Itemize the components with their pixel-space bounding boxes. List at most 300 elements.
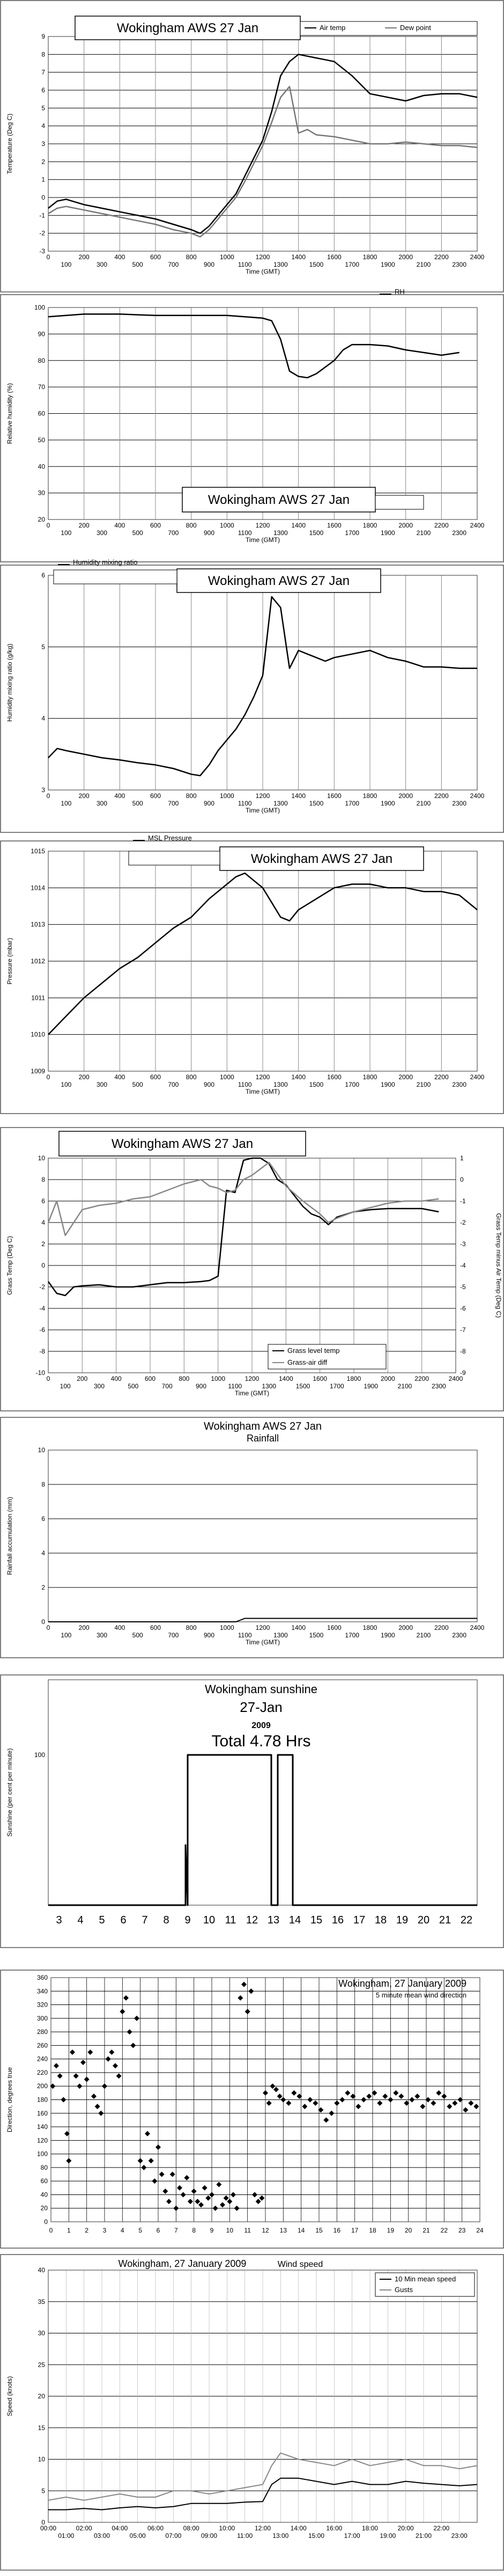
y-tick-label: -4 [39,1305,45,1312]
chart-subtitle: 5 minute mean wind direction [375,1991,466,1999]
panel-frame [1,1675,503,1948]
x-tick-label: 8 [163,1914,169,1926]
y-axis-label: Pressure (mbar) [6,938,13,985]
temperature-chart [0,0,504,292]
x-tick-label: 1600 [327,1073,342,1081]
x-tick-label: 400 [110,1375,122,1382]
x-tick-label: 16:00 [326,2524,343,2532]
x-tick-label: 18 [369,2227,376,2234]
y-tick-label: 40 [38,463,45,471]
y2-tick-label: -2 [460,1219,466,1226]
pressure-chart-panel [0,834,504,1114]
y2-tick-label: -4 [460,1262,466,1269]
y-axis-label: Temperature (Deg C) [6,113,13,174]
y-tick-label: 6 [41,1197,45,1205]
pressure-chart [0,834,504,1114]
y-axis-label: Rainfall accumulation (mm) [6,1497,13,1575]
x-tick-label: 400 [114,1073,125,1081]
x-axis-label: Time (GMT) [245,1088,280,1095]
x-tick-label: 11:00 [237,2532,253,2540]
chart-title: Wokingham AWS 27 Jan [207,574,350,588]
x-tick-label: 2300 [452,529,467,537]
y-axis-label: Direction, degrees true [6,2067,13,2133]
chart-title: Wokingham, 27 January 2009 [338,1978,466,1989]
y-tick-label: 20 [40,2204,48,2212]
x-tick-label: 2300 [431,1382,446,1390]
x-tick-label: 18 [374,1914,387,1926]
x-tick-label: 20:00 [397,2524,414,2532]
panel-frame [1,295,503,562]
x-tick-label: 1000 [211,1375,226,1382]
x-tick-label: 24 [476,2227,484,2234]
x-tick-label: 100 [61,261,72,268]
wind-speed-chart [0,2254,504,2571]
y-tick-label: 0 [44,2218,48,2226]
x-tick-label: 1600 [327,1624,342,1631]
x-tick-label: 800 [186,253,197,261]
wind-direction-chart [0,1970,504,2249]
x-tick-label: 4 [77,1914,84,1926]
x-tick-label: 200 [78,522,90,529]
y-tick-label: 2 [41,1240,45,1248]
x-tick-label: 11 [244,2227,251,2234]
y-tick-label: 180 [36,2096,48,2104]
y-tick-label: 8 [41,1176,45,1183]
x-tick-label: 1500 [309,261,324,268]
x-tick-label: 1900 [380,261,395,268]
y-tick-label: 70 [38,383,45,391]
y-tick-label: 4 [41,1549,45,1557]
y-tick-label: 3 [41,140,45,148]
sunshine-chart-panel [0,1674,504,1948]
x-tick-label: 1700 [345,1631,360,1639]
x-tick-label: 0 [46,1624,50,1631]
x-tick-label: 15 [315,2227,323,2234]
y-tick-label: 8 [41,1481,45,1488]
x-tick-label: 13 [279,2227,287,2234]
x-tick-label: 1200 [244,1375,260,1382]
y-tick-label: 340 [36,1987,48,1995]
y-tick-label: 10 [38,1446,45,1454]
y-tick-label: 280 [36,2028,48,2036]
x-tick-label: 1900 [380,1631,395,1639]
x-tick-label: 1500 [295,1382,310,1390]
y-tick-label: 5 [41,643,45,651]
x-tick-label: 400 [114,522,125,529]
x-tick-label: 2400 [470,792,485,800]
y-axis-label: Humidity mixing ratio (g/kg) [6,643,13,722]
x-tick-label: 0 [49,2227,53,2234]
x-tick-label: 300 [96,1631,108,1639]
x-tick-label: 2100 [416,1081,431,1088]
y2-tick-label: -9 [460,1369,466,1377]
x-tick-label: 2100 [416,261,431,268]
y-tick-label: 200 [36,2082,48,2090]
y-tick-label: 0 [41,194,45,201]
y2-tick-label: 0 [460,1176,464,1183]
y-tick-label: 1015 [31,847,45,855]
x-tick-label: 3 [102,2227,107,2234]
x-tick-label: 1300 [273,1081,288,1088]
x-tick-label: 900 [203,800,215,807]
x-tick-label: 500 [128,1382,139,1390]
y-tick-label: 6 [41,1515,45,1523]
y-tick-label: 160 [36,2109,48,2117]
y-tick-label: 30 [38,2329,45,2337]
y-tick-label: 360 [36,1974,48,1981]
x-tick-label: 500 [132,800,143,807]
x-tick-label: 1000 [219,1624,234,1631]
panel-frame [1,841,503,1114]
x-tick-label: 1300 [262,1382,277,1390]
x-tick-label: 22 [460,1914,473,1926]
x-tick-label: 17 [353,1914,366,1926]
y-tick-label: 1011 [31,994,45,1002]
legend-label: Grass level temp [287,1346,340,1355]
x-tick-label: 0 [46,522,50,529]
x-tick-label: 2300 [452,261,467,268]
y-tick-label: -2 [39,1283,45,1291]
x-tick-label: 07:00 [165,2532,182,2540]
x-tick-label: 900 [203,1631,215,1639]
x-tick-label: 6 [156,2227,160,2234]
x-tick-label: 1000 [219,522,234,529]
y-tick-label: 20 [38,516,45,523]
x-tick-label: 1100 [238,800,252,807]
y-tick-label: 5 [41,2487,45,2495]
y-tick-label: 10 [38,2455,45,2463]
x-tick-label: 17:00 [344,2532,360,2540]
x-tick-label: 1400 [278,1375,293,1382]
chart-title: Wokingham sunshine [205,1682,317,1696]
panel-frame [1,1,503,292]
x-tick-label: 1000 [219,253,234,261]
x-tick-label: 500 [132,261,143,268]
y2-tick-label: -1 [460,1197,466,1205]
y-tick-label: 1012 [31,957,45,965]
y-tick-label: 25 [38,2361,45,2369]
y-tick-label: 60 [38,409,45,418]
x-tick-label: 2400 [470,1624,485,1631]
x-tick-label: 1800 [362,792,377,800]
x-tick-label: 17 [351,2227,359,2234]
x-tick-label: 11 [225,1914,236,1926]
x-tick-label: 21:00 [415,2532,432,2540]
x-tick-label: 22 [440,2227,448,2234]
x-tick-label: 1500 [309,529,324,537]
x-tick-label: 20 [404,2227,412,2234]
x-tick-label: 1400 [291,792,306,800]
x-tick-label: 200 [78,792,90,800]
x-tick-label: 15:00 [308,2532,325,2540]
mixing-ratio-chart-panel [0,558,504,833]
x-tick-label: 700 [168,1081,179,1088]
x-tick-label: 400 [114,1624,125,1631]
wind-speed-chart-panel [0,2254,504,2571]
x-tick-label: 1500 [309,1631,324,1639]
legend-box [54,570,177,584]
x-tick-label: 200 [78,1624,90,1631]
x-tick-label: 1700 [329,1382,344,1390]
x-tick-label: 2300 [452,1631,467,1639]
y-tick-label: 80 [40,2163,48,2171]
x-tick-label: 200 [78,1073,90,1081]
x-tick-label: 1800 [362,1624,377,1631]
x-tick-label: 1700 [345,261,360,268]
y-axis-label: Grass Temp (Deg C) [6,1236,13,1295]
x-tick-label: 800 [186,1624,197,1631]
y-tick-label: 140 [36,2123,48,2131]
x-tick-label: 02:00 [76,2524,92,2532]
chart-title: Wokingham AWS 27 Jan [111,1137,254,1151]
x-tick-label: 09:00 [201,2532,218,2540]
legend-box [375,495,424,509]
y-tick-label: -10 [35,1369,45,1377]
x-tick-label: 2100 [416,529,431,537]
y-tick-label: 40 [40,2191,48,2199]
y-tick-label: 7 [41,68,45,76]
y-tick-label: 6 [41,86,45,94]
x-tick-label: 300 [96,1081,108,1088]
x-tick-label: 16 [333,2227,341,2234]
x-tick-label: 2400 [448,1375,463,1382]
x-tick-label: 04:00 [112,2524,128,2532]
y-tick-label: 90 [38,330,45,338]
x-tick-label: 1300 [273,800,288,807]
legend-label: RH [395,288,405,296]
legend-label: Grass-air diff [287,1358,328,1366]
y-tick-label: 40 [38,2266,45,2274]
y2-axis-label: Grass Temp minus Air Temp (Deg C) [495,1213,502,1318]
x-tick-label: 1400 [291,522,306,529]
y2-tick-label: -5 [460,1283,466,1291]
x-tick-label: 2200 [414,1375,429,1382]
x-tick-label: 0 [46,253,50,261]
x-tick-label: 2000 [398,1624,413,1631]
x-tick-label: 21 [439,1914,451,1926]
y-axis-label: Speed (knots) [6,2376,13,2417]
y2-tick-label: -8 [460,1348,466,1355]
x-tick-label: 700 [168,800,179,807]
x-tick-label: 03:00 [93,2532,110,2540]
x-tick-label: 400 [114,792,125,800]
sunshine-year: 2009 [251,1721,271,1730]
temperature-chart-panel [0,0,504,292]
y-tick-label: 100 [34,304,45,311]
y-tick-label: -3 [39,247,45,255]
y-tick-label: -8 [39,1348,45,1355]
chart-title: Wokingham AWS 27 Jan [207,493,350,507]
panel-frame [1,565,503,832]
y-tick-label: 80 [38,356,45,364]
y-tick-label: 120 [36,2136,48,2145]
x-tick-label: 0 [46,792,50,800]
y-tick-label: 60 [40,2177,48,2185]
x-tick-label: 06:00 [147,2524,164,2532]
x-tick-label: 1200 [255,792,270,800]
x-tick-label: 100 [61,1081,72,1088]
x-tick-label: 1900 [380,1081,395,1088]
chart-title: Wokingham AWS 27 Jan [203,1421,322,1432]
y-tick-label: 0 [41,2519,45,2526]
x-tick-label: 1300 [273,529,288,537]
x-tick-label: 23 [458,2227,466,2234]
y-tick-label: 260 [36,2041,48,2050]
x-tick-label: 1800 [362,253,377,261]
x-tick-label: 400 [114,253,125,261]
y-tick-label: 1014 [31,884,45,892]
legend-label: Dew point [400,24,431,32]
x-tick-label: 2400 [470,522,485,529]
x-tick-label: 5 [99,1914,105,1926]
x-tick-label: 22:00 [433,2524,450,2532]
grass-temp-chart [0,1127,504,1411]
x-tick-label: 08:00 [183,2524,199,2532]
x-tick-label: 2 [85,2227,89,2234]
x-tick-label: 7 [142,1914,148,1926]
chart-title: Wokingham, 27 January 2009 [118,2258,247,2269]
y-tick-label: 15 [38,2424,45,2432]
x-tick-label: 1200 [255,253,270,261]
sunshine-chart [0,1674,504,1948]
y-tick-label: 50 [38,436,45,444]
x-tick-label: 800 [186,792,197,800]
y2-tick-label: -3 [460,1240,466,1248]
wind-direction-chart-panel [0,1970,504,2249]
x-tick-label: 13 [267,1914,280,1926]
x-tick-label: 2200 [434,253,449,261]
x-tick-label: 700 [161,1382,173,1390]
x-tick-label: 2000 [398,253,413,261]
x-tick-label: 14 [288,1914,301,1926]
x-tick-label: 100 [61,800,72,807]
x-tick-label: 2300 [452,800,467,807]
y-axis-label: Relative humidity (%) [6,383,13,444]
y-tick-label: 20 [38,2392,45,2400]
x-tick-label: 1200 [255,1624,270,1631]
x-tick-label: 05:00 [129,2532,146,2540]
x-tick-label: 1400 [291,253,306,261]
y-tick-label: 320 [36,2001,48,2009]
x-tick-label: 21 [423,2227,430,2234]
y-tick-label: 10 [38,1154,45,1162]
x-tick-label: 0 [46,1375,50,1382]
x-tick-label: 1800 [362,522,377,529]
x-tick-label: 12 [246,1914,258,1926]
y-tick-label: 100 [34,1751,45,1759]
x-tick-label: 2000 [398,1073,413,1081]
x-tick-label: 500 [132,529,143,537]
y-tick-label: 0 [41,1618,45,1626]
x-tick-label: 19:00 [380,2532,396,2540]
legend-label: MSL Pressure [148,834,192,842]
x-tick-label: 0 [46,1073,50,1081]
x-tick-label: 18:00 [361,2524,379,2532]
chart-subtitle: Rainfall [246,1433,279,1444]
x-tick-label: 1100 [238,1631,252,1639]
x-tick-label: 1500 [309,800,324,807]
x-tick-label: 200 [78,253,90,261]
x-tick-label: 10 [226,2227,234,2234]
x-tick-label: 600 [150,1624,161,1631]
x-tick-label: 12:00 [254,2524,271,2532]
panel-frame [1,1970,503,2248]
x-tick-label: 10:00 [219,2524,235,2532]
y-tick-label: 2 [41,158,45,166]
x-tick-label: 13:00 [272,2532,289,2540]
x-tick-label: 600 [144,1375,156,1382]
y-tick-label: 8 [41,50,45,58]
x-tick-label: 2100 [416,1631,431,1639]
x-tick-label: 1900 [380,800,395,807]
y-tick-label: 4 [41,1219,45,1226]
x-tick-label: 900 [195,1382,207,1390]
x-tick-label: 700 [168,261,179,268]
x-tick-label: 600 [150,792,161,800]
chart-subtitle: Wind speed [277,2260,323,2269]
y-tick-label: 0 [41,1262,45,1269]
x-tick-label: 700 [168,529,179,537]
x-tick-label: 5 [138,2227,143,2234]
x-tick-label: 23:00 [451,2532,468,2540]
y-tick-label: -2 [39,229,45,237]
y-tick-label: 1009 [31,1067,45,1075]
y-tick-label: 35 [38,2297,45,2306]
x-tick-label: 2400 [470,1073,485,1081]
rh-chart-panel [0,288,504,562]
x-tick-label: 19 [396,1914,409,1926]
x-tick-label: 200 [77,1375,88,1382]
x-tick-label: 1300 [273,1631,288,1639]
x-tick-label: 2000 [380,1375,395,1382]
x-tick-label: 100 [61,529,72,537]
x-tick-label: 1700 [345,800,360,807]
y-tick-label: 3 [41,786,45,794]
chart-title: Wokingham AWS 27 Jan [116,21,259,35]
legend-label: Humidity mixing ratio [73,558,138,566]
x-tick-label: 14 [297,2227,305,2234]
sunshine-total: Total 4.78 Hrs [211,1732,311,1750]
y2-tick-label: 1 [460,1154,464,1162]
y-tick-label: 1013 [31,920,45,928]
x-axis-label: Time (GMT) [234,1389,270,1397]
x-tick-label: 1000 [219,792,234,800]
rainfall-chart [0,1417,504,1658]
x-tick-label: 1100 [228,1382,242,1390]
x-tick-label: 1100 [238,1081,252,1088]
x-tick-label: 300 [93,1382,105,1390]
x-tick-label: 1300 [273,261,288,268]
y-tick-label: 6 [41,572,45,579]
x-tick-label: 14:00 [290,2524,307,2532]
x-tick-label: 300 [96,261,108,268]
x-tick-label: 100 [60,1382,71,1390]
x-tick-label: 1500 [309,1081,324,1088]
legend-label: Air temp [320,24,346,32]
x-tick-label: 10 [203,1914,216,1926]
x-tick-label: 800 [179,1375,190,1382]
y-tick-label: 4 [41,714,45,722]
sunshine-date: 27-Jan [240,1699,283,1715]
y-tick-label: 1 [41,175,45,184]
x-tick-label: 300 [96,800,108,807]
x-tick-label: 1200 [255,522,270,529]
legend-label: Gusts [395,2286,413,2294]
x-tick-label: 2200 [434,792,449,800]
x-tick-label: 100 [61,1631,72,1639]
x-tick-label: 800 [186,522,197,529]
x-tick-label: 4 [120,2227,124,2234]
